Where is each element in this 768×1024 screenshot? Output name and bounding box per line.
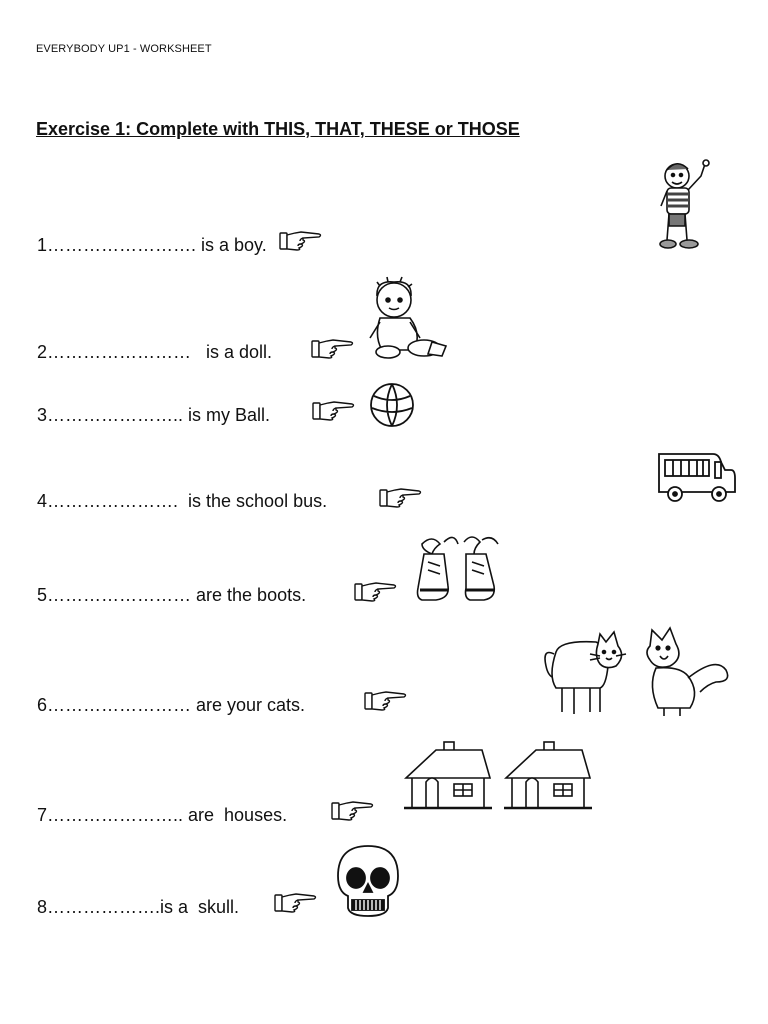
exercise-line-5: 5…………………… are the boots. xyxy=(37,585,307,605)
exercise-line-2: 2…………………… is a doll. xyxy=(37,342,273,362)
houses-picture xyxy=(402,738,594,814)
exercise-line-1: 1……………………. is a boy. xyxy=(37,235,267,255)
skull-picture xyxy=(334,844,402,920)
boots-picture xyxy=(414,532,504,606)
pointing-hand-icon xyxy=(279,228,323,254)
exercise-line-7: 7………………….. are houses. xyxy=(37,805,288,825)
exercise-line-8: 8……………….is a skull. xyxy=(37,897,240,917)
school-bus-picture xyxy=(655,448,737,508)
exercise-title: Exercise 1: Complete with THIS, THAT, THESE or THOSE xyxy=(36,119,520,139)
pointing-hand-icon xyxy=(379,485,423,511)
pointing-hand-icon xyxy=(312,398,356,424)
worksheet-header: EVERYBODY UP1 - WORKSHEET xyxy=(36,43,212,55)
ball-picture xyxy=(368,382,416,428)
exercise-line-6: 6…………………… are your cats. xyxy=(37,695,306,715)
exercise-line-3: 3………………….. is my Ball. xyxy=(37,405,271,425)
exercise-line-4: 4…………………. is the school bus. xyxy=(37,491,328,511)
pointing-hand-icon xyxy=(364,688,408,714)
pointing-hand-icon xyxy=(354,579,398,605)
cats-picture xyxy=(540,626,736,720)
doll-picture xyxy=(362,276,452,364)
pointing-hand-icon xyxy=(311,336,355,362)
pointing-hand-icon xyxy=(331,798,375,824)
pointing-hand-icon xyxy=(274,890,318,916)
boy-picture xyxy=(655,156,715,256)
